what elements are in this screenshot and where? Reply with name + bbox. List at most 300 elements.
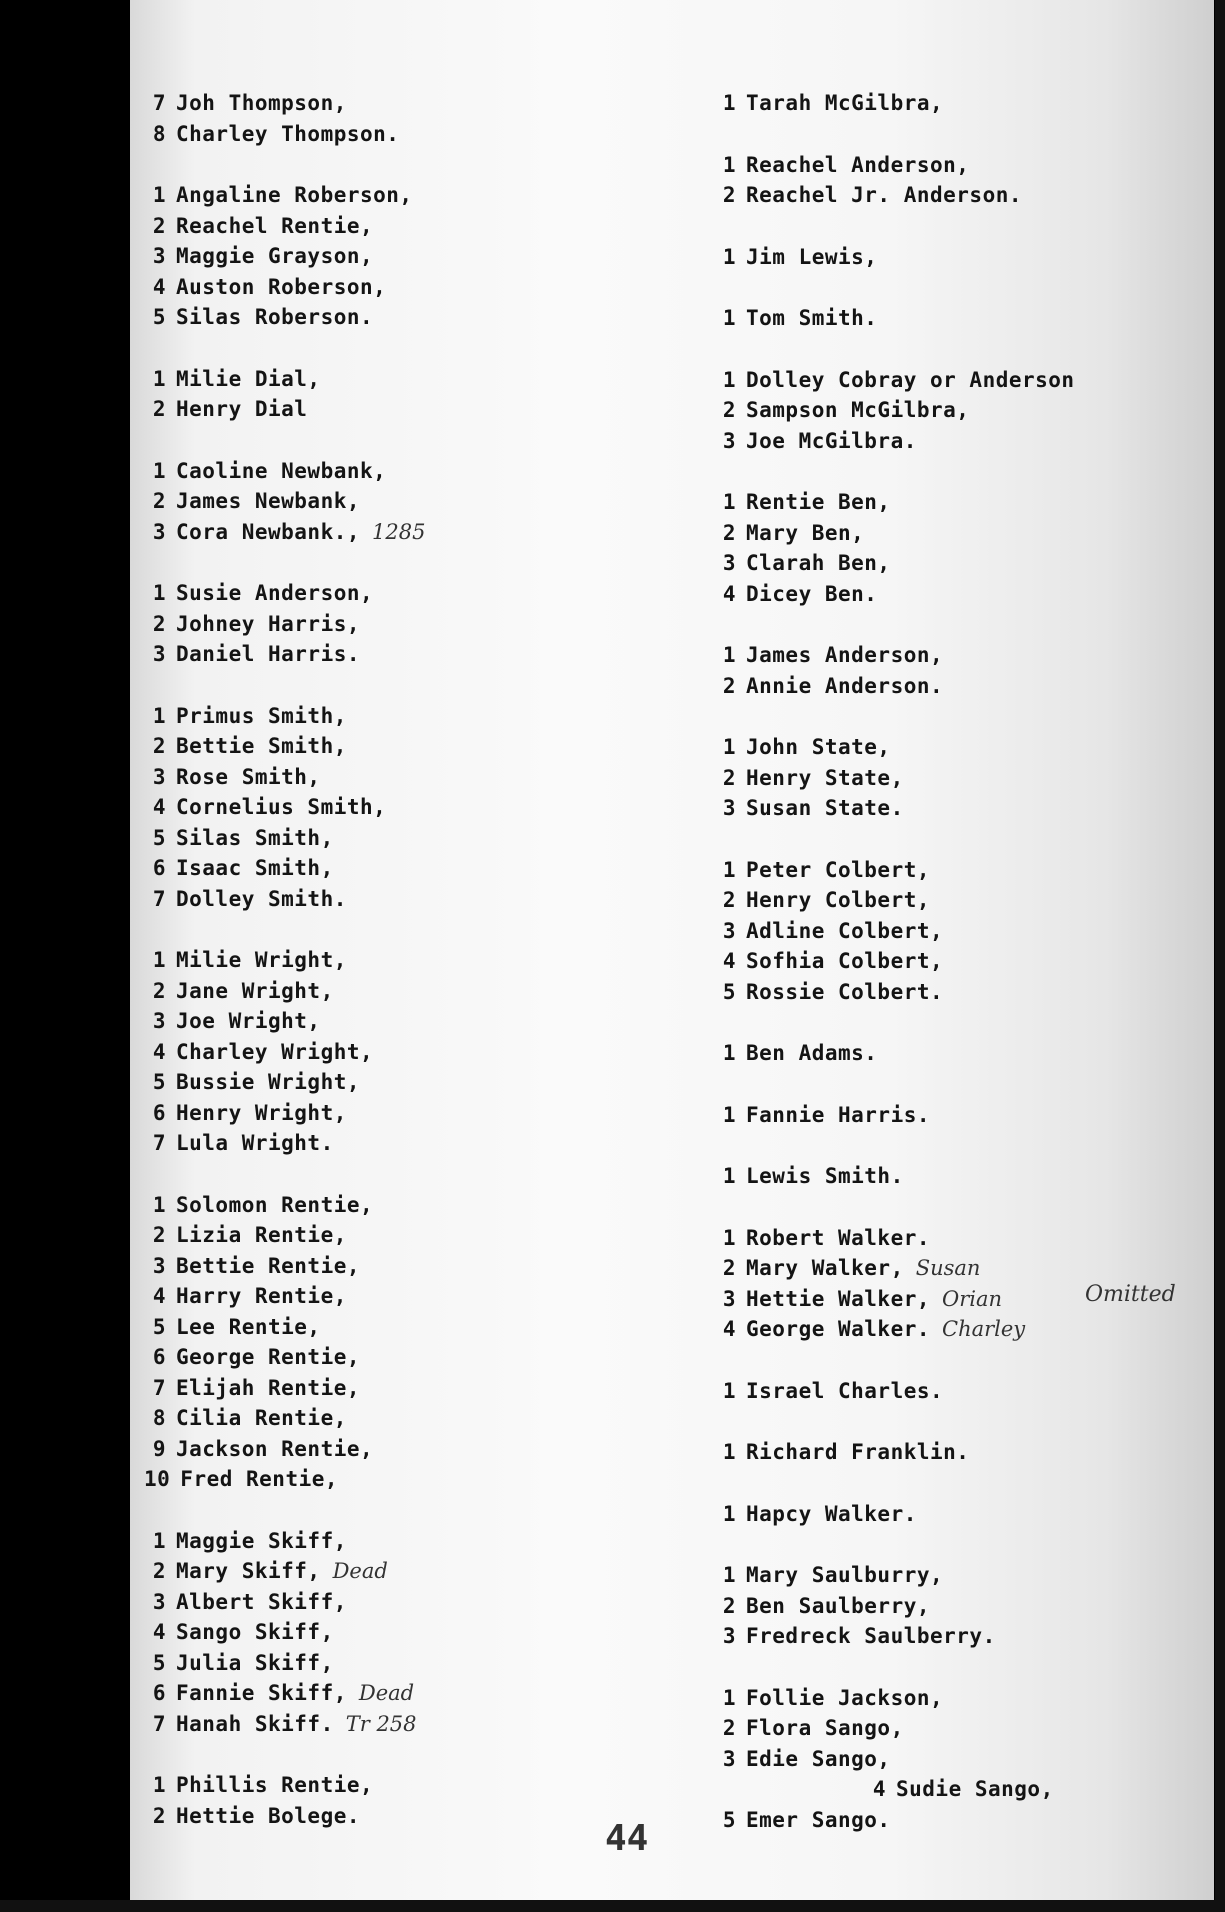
entry-name: Rentie Ben, xyxy=(746,490,891,514)
roll-entry xyxy=(144,1526,704,1557)
entry-name: Lula Wright. xyxy=(176,1131,334,1155)
entry-number: 3 xyxy=(152,519,166,544)
roll-entry xyxy=(714,1560,1214,1591)
entry-number: 1 xyxy=(722,1225,736,1250)
roll-entry xyxy=(144,1770,704,1801)
roll-entry xyxy=(714,855,1214,886)
roll-entry xyxy=(144,1709,704,1740)
entry-name: Phillis Rentie, xyxy=(176,1773,374,1797)
entry-number: 5 xyxy=(152,1650,166,1675)
roll-entry xyxy=(144,1587,704,1618)
entry-name: Mary Saulburry, xyxy=(746,1563,944,1587)
roll-entry xyxy=(144,1678,704,1709)
entry-number: 8 xyxy=(152,1406,166,1430)
entry-number: 5 xyxy=(152,1070,166,1094)
entry-name: Maggie Skiff, xyxy=(176,1528,347,1553)
roll-entry xyxy=(144,1098,704,1129)
roll-entry xyxy=(144,1281,704,1312)
entry-name: Mary Skiff, xyxy=(176,1559,321,1583)
roll-entry xyxy=(144,1067,704,1098)
family-group xyxy=(714,1683,1214,1836)
entry-number: 2 xyxy=(722,520,736,545)
handwritten-note: Susan xyxy=(915,1256,981,1280)
roll-entry xyxy=(144,180,704,211)
roll-entry xyxy=(144,976,704,1007)
roll-entry xyxy=(714,426,1214,457)
roll-entry xyxy=(714,916,1214,947)
roll-entry xyxy=(144,1434,704,1465)
entry-number: 1 xyxy=(152,1192,166,1217)
roll-entry xyxy=(144,241,704,272)
roll-entry xyxy=(144,302,704,333)
entry-name: Rossie Colbert. xyxy=(746,979,944,1004)
entry-number: 2 xyxy=(152,611,166,636)
entry-number: 1 xyxy=(152,183,166,207)
roll-entry xyxy=(144,1190,704,1221)
entry-number: 4 xyxy=(722,1317,736,1341)
entry-number: 5 xyxy=(152,825,166,850)
entry-name: Reachel Rentie, xyxy=(176,213,374,238)
entry-name: Robert Walker. xyxy=(746,1225,931,1250)
entry-number: 8 xyxy=(152,121,166,146)
handwritten-note: Dead xyxy=(358,1681,415,1705)
entry-number: 4 xyxy=(722,581,736,606)
roll-entry xyxy=(714,1314,1214,1345)
entry-name: Lewis Smith. xyxy=(746,1164,904,1188)
entry-number: 4 xyxy=(152,795,166,819)
entry-name: Caoline Newbank, xyxy=(176,458,387,483)
roll-entry xyxy=(714,579,1214,610)
entry-number: 6 xyxy=(152,1345,166,1369)
roll-entry xyxy=(144,762,704,793)
entry-number: 1 xyxy=(152,948,166,972)
entry-name: Henry Colbert, xyxy=(746,888,931,912)
entry-name: Dolley Smith. xyxy=(176,886,347,911)
entry-name: Edie Sango, xyxy=(746,1746,891,1771)
entry-number: 1 xyxy=(722,1378,736,1403)
family-group xyxy=(714,150,1214,211)
entry-name: Sampson McGilbra, xyxy=(746,398,970,422)
entry-number: 6 xyxy=(152,856,166,880)
roll-entry xyxy=(714,180,1214,211)
roll-entry xyxy=(144,119,704,150)
entry-number: 5 xyxy=(152,1314,166,1339)
entry-number: 1 xyxy=(152,458,166,483)
family-group xyxy=(714,855,1214,1008)
roll-entry xyxy=(714,487,1214,518)
entry-number: 1 xyxy=(722,1440,736,1464)
entry-name: Hettie Walker, xyxy=(746,1286,931,1311)
entry-name: Bettie Rentie, xyxy=(176,1253,361,1278)
entry-number: 3 xyxy=(722,1624,736,1648)
roll-entry xyxy=(144,1373,704,1404)
entry-name: Milie Wright, xyxy=(176,948,347,972)
roll-entry xyxy=(714,1038,1214,1069)
entry-name: Jackson Rentie, xyxy=(176,1436,374,1461)
roll-entry xyxy=(714,1376,1214,1407)
entry-number: 1 xyxy=(722,643,736,667)
entry-number: 3 xyxy=(722,1286,736,1311)
entry-name: Flora Sango, xyxy=(746,1716,904,1740)
roll-entry xyxy=(714,671,1214,702)
entry-name: Reachel Jr. Anderson. xyxy=(746,183,1023,207)
roll-entry xyxy=(144,945,704,976)
family-group xyxy=(714,487,1214,609)
entry-number: 7 xyxy=(152,1131,166,1155)
entry-name: Isaac Smith, xyxy=(176,856,334,880)
roll-entry xyxy=(144,1128,704,1159)
scan-edge-right xyxy=(1215,0,1225,1912)
entry-name: Henry State, xyxy=(746,765,904,790)
entry-name: Susan State. xyxy=(746,796,904,820)
entry-number: 3 xyxy=(152,1253,166,1278)
entry-number: 4 xyxy=(152,1039,166,1064)
entry-number: 2 xyxy=(722,398,736,422)
entry-name: Fannie Harris. xyxy=(746,1102,931,1127)
roll-entry xyxy=(714,732,1214,763)
handwritten-note: 1285 xyxy=(372,519,426,544)
roll-entry xyxy=(714,150,1214,181)
entry-number: 3 xyxy=(722,428,736,453)
entry-name: Ben Saulberry, xyxy=(746,1593,931,1618)
roll-entry xyxy=(714,640,1214,671)
entry-number: 4 xyxy=(872,1777,886,1801)
entry-number: 2 xyxy=(152,213,166,238)
entry-name: Dicey Ben. xyxy=(746,581,878,606)
family-group xyxy=(714,1499,1214,1530)
entry-name: Bussie Wright, xyxy=(176,1070,361,1094)
entry-number: 2 xyxy=(152,1223,166,1247)
entry-number: 2 xyxy=(722,673,736,698)
entry-number: 2 xyxy=(722,1593,736,1618)
entry-name: James Newbank, xyxy=(176,489,361,513)
entry-number: 2 xyxy=(722,1256,736,1280)
entry-name: Solomon Rentie, xyxy=(176,1192,374,1217)
entry-name: Israel Charles. xyxy=(746,1378,944,1403)
entry-number: 5 xyxy=(722,1807,736,1832)
entry-name: Julia Skiff, xyxy=(176,1650,334,1675)
entry-number: 1 xyxy=(722,1685,736,1710)
roll-entry xyxy=(714,395,1214,426)
entry-number: 1 xyxy=(722,91,736,115)
family-group xyxy=(144,180,704,333)
entry-name: George Walker. xyxy=(746,1317,931,1341)
roll-entry xyxy=(714,793,1214,824)
entry-name: Reachel Anderson, xyxy=(746,152,970,177)
entry-name: Emer Sango. xyxy=(746,1807,891,1832)
handwritten-note: Orian xyxy=(942,1286,1003,1311)
roll-entry xyxy=(714,518,1214,549)
entry-number: 2 xyxy=(152,734,166,758)
roll-entry xyxy=(144,456,704,487)
roll-entry xyxy=(714,1437,1214,1468)
entry-number: 4 xyxy=(722,949,736,973)
entry-name: Hapcy Walker. xyxy=(746,1501,917,1526)
roll-entry xyxy=(714,1683,1214,1714)
entry-name: Mary Ben, xyxy=(746,520,865,545)
handwritten-note: Tr 258 xyxy=(345,1711,417,1736)
entry-number: 6 xyxy=(152,1681,166,1705)
entry-number: 2 xyxy=(722,765,736,790)
entry-number: 2 xyxy=(152,1803,166,1828)
entry-name: Sofhia Colbert, xyxy=(746,949,944,973)
entry-name: Ben Adams. xyxy=(746,1041,878,1065)
roll-entry xyxy=(144,731,704,762)
entry-number: 1 xyxy=(722,735,736,759)
entry-name: Daniel Harris. xyxy=(176,642,361,666)
roll-entry xyxy=(144,486,704,517)
family-group xyxy=(144,945,704,1159)
entry-name: Cilia Rentie, xyxy=(176,1406,347,1430)
entry-name: Lizia Rentie, xyxy=(176,1223,347,1247)
family-group xyxy=(714,1100,1214,1131)
entry-number: 3 xyxy=(152,1009,166,1033)
roll-entry xyxy=(714,1499,1214,1530)
handwritten-note: Dead xyxy=(332,1559,388,1583)
entry-number: 2 xyxy=(722,1716,736,1740)
roll-entry xyxy=(714,303,1214,334)
entry-name: Fannie Skiff, xyxy=(176,1681,347,1705)
roll-entry xyxy=(144,1648,704,1679)
right-column xyxy=(714,88,1214,1866)
roll-entry xyxy=(144,1342,704,1373)
roll-entry xyxy=(144,1251,704,1282)
roll-entry xyxy=(714,1744,1214,1775)
entry-number: 4 xyxy=(152,1620,166,1644)
entry-name: Joe McGilbra. xyxy=(746,428,917,453)
entry-number: 10 xyxy=(144,1467,171,1491)
roll-entry xyxy=(714,1253,1214,1284)
family-group xyxy=(714,1376,1214,1407)
roll-entry xyxy=(144,88,704,119)
entry-number: 1 xyxy=(152,366,166,391)
entry-number: 1 xyxy=(722,1102,736,1127)
entry-number: 2 xyxy=(152,1559,166,1583)
family-group xyxy=(714,732,1214,824)
entry-number: 1 xyxy=(152,703,166,728)
entry-number: 6 xyxy=(152,1100,166,1125)
left-column xyxy=(144,88,704,1862)
family-group xyxy=(714,1038,1214,1069)
scan-edge-bottom xyxy=(0,1900,1225,1912)
roll-entry xyxy=(144,1037,704,1068)
entry-number: 1 xyxy=(722,490,736,514)
roll-entry xyxy=(144,609,704,640)
roll-entry xyxy=(714,88,1214,119)
entry-name: Charley Thompson. xyxy=(176,121,400,146)
entry-number: 1 xyxy=(722,367,736,392)
roll-entry xyxy=(144,1464,704,1495)
entry-number: 7 xyxy=(152,91,166,115)
roll-entry xyxy=(144,394,704,425)
entry-number: 3 xyxy=(152,244,166,268)
entry-name: Joe Wright, xyxy=(176,1009,321,1033)
roll-entry xyxy=(144,1006,704,1037)
entry-number: 3 xyxy=(722,918,736,943)
handwritten-note: Charley xyxy=(942,1317,1026,1341)
entry-number: 1 xyxy=(722,857,736,882)
entry-number: 3 xyxy=(722,796,736,820)
entry-name: Hanah Skiff. xyxy=(176,1711,334,1736)
family-group xyxy=(714,88,1214,119)
margin-note-omitted: Omitted xyxy=(1085,1282,1176,1307)
entry-name: Peter Colbert, xyxy=(746,857,931,882)
entry-name: Henry Wright, xyxy=(176,1100,347,1125)
entry-number: 1 xyxy=(722,152,736,177)
entry-number: 2 xyxy=(152,397,166,421)
family-group xyxy=(144,364,704,425)
entry-name: Maggie Grayson, xyxy=(176,244,374,268)
roll-entry xyxy=(144,578,704,609)
entry-name: Fredreck Saulberry. xyxy=(746,1624,996,1648)
entry-number: 3 xyxy=(722,1746,736,1771)
family-group xyxy=(714,640,1214,701)
entry-name: Adline Colbert, xyxy=(746,918,944,943)
roll-entry xyxy=(144,517,704,548)
entry-number: 2 xyxy=(722,183,736,207)
entry-name: Cornelius Smith, xyxy=(176,795,387,819)
family-group xyxy=(144,1526,704,1740)
entry-number: 1 xyxy=(722,1563,736,1587)
entry-name: James Anderson, xyxy=(746,643,944,667)
document-page xyxy=(130,0,1214,1900)
entry-number: 7 xyxy=(152,886,166,911)
entry-name: George Rentie, xyxy=(176,1345,361,1369)
entry-name: Harry Rentie, xyxy=(176,1284,347,1308)
entry-name: Joh Thompson, xyxy=(176,91,347,115)
entry-name: Annie Anderson. xyxy=(746,673,944,698)
roll-entry xyxy=(714,1223,1214,1254)
roll-entry xyxy=(144,272,704,303)
entry-name: Tom Smith. xyxy=(746,306,878,330)
entry-name: Fred Rentie, xyxy=(180,1467,339,1491)
family-group xyxy=(714,365,1214,457)
entry-number: 2 xyxy=(722,888,736,912)
roll-entry xyxy=(714,1591,1214,1622)
entry-name: Lee Rentie, xyxy=(176,1314,321,1339)
entry-number: 1 xyxy=(722,306,736,330)
roll-entry xyxy=(144,853,704,884)
roll-entry xyxy=(714,946,1214,977)
entry-name: Angaline Roberson, xyxy=(176,183,413,207)
roll-entry xyxy=(144,1403,704,1434)
roll-entry xyxy=(714,1100,1214,1131)
page-number: 44 xyxy=(605,1818,649,1859)
roll-entry xyxy=(714,1713,1214,1744)
entry-name: Silas Smith, xyxy=(176,825,334,850)
roll-entry xyxy=(144,1220,704,1251)
entry-number: 1 xyxy=(722,1041,736,1065)
family-group xyxy=(714,1437,1214,1468)
family-group xyxy=(714,1161,1214,1192)
entry-number: 1 xyxy=(152,581,166,605)
entry-number: 5 xyxy=(152,305,166,329)
entry-number: 4 xyxy=(152,1284,166,1308)
family-group xyxy=(144,456,704,548)
family-group xyxy=(144,701,704,915)
roll-entry xyxy=(144,364,704,395)
entry-name: Sango Skiff, xyxy=(176,1620,334,1644)
entry-name: Hettie Bolege. xyxy=(176,1803,361,1828)
family-group xyxy=(144,578,704,670)
roll-entry xyxy=(714,1805,1214,1836)
roll-entry xyxy=(144,639,704,670)
roll-entry xyxy=(144,1312,704,1343)
entry-name: Bettie Smith, xyxy=(176,734,347,758)
roll-entry xyxy=(144,701,704,732)
roll-entry xyxy=(714,885,1214,916)
entry-name: Milie Dial, xyxy=(176,366,321,391)
roll-entry xyxy=(144,884,704,915)
entry-name: Sudie Sango, xyxy=(896,1777,1054,1801)
roll-entry xyxy=(714,1621,1214,1652)
roll-entry xyxy=(714,1161,1214,1192)
family-group xyxy=(714,1560,1214,1652)
entry-number: 9 xyxy=(152,1436,166,1461)
roll-entry xyxy=(144,792,704,823)
entry-name: Richard Franklin. xyxy=(746,1440,970,1464)
entry-name: Jane Wright, xyxy=(176,978,334,1003)
entry-number: 4 xyxy=(152,274,166,299)
roll-entry xyxy=(714,548,1214,579)
entry-number: 1 xyxy=(722,1501,736,1526)
roll-entry xyxy=(714,977,1214,1008)
entry-number: 1 xyxy=(152,1528,166,1553)
entry-name: Primus Smith, xyxy=(176,703,347,728)
entry-name: Susie Anderson, xyxy=(176,581,374,605)
roll-entry xyxy=(144,823,704,854)
roll-entry xyxy=(144,1556,704,1587)
entry-number: 3 xyxy=(722,551,736,575)
family-group xyxy=(144,88,704,149)
family-group xyxy=(714,242,1214,273)
roll-entry xyxy=(714,1774,1214,1805)
entry-name: John State, xyxy=(746,735,891,759)
entry-name: Elijah Rentie, xyxy=(176,1375,361,1400)
entry-name: Auston Roberson, xyxy=(176,274,387,299)
roll-entry xyxy=(144,211,704,242)
entry-name: Jim Lewis, xyxy=(746,244,878,269)
entry-name: Rose Smith, xyxy=(176,764,321,789)
entry-number: 1 xyxy=(722,1164,736,1188)
entry-number: 3 xyxy=(152,1589,166,1614)
entry-number: 2 xyxy=(152,489,166,513)
entry-name: Tarah McGilbra, xyxy=(746,91,944,115)
entry-number: 2 xyxy=(152,978,166,1003)
entry-number: 3 xyxy=(152,764,166,789)
entry-name: Clarah Ben, xyxy=(746,551,891,575)
entry-name: Mary Walker, xyxy=(746,1256,904,1280)
entry-number: 7 xyxy=(152,1375,166,1400)
family-group xyxy=(714,303,1214,334)
entry-number: 3 xyxy=(152,642,166,666)
family-group xyxy=(144,1190,704,1495)
entry-number: 1 xyxy=(152,1773,166,1797)
entry-name: Johney Harris, xyxy=(176,611,361,636)
entry-name: Follie Jackson, xyxy=(746,1685,944,1710)
entry-name: Charley Wright, xyxy=(176,1039,374,1064)
entry-number: 7 xyxy=(152,1711,166,1736)
entry-name: Albert Skiff, xyxy=(176,1589,347,1614)
roll-entry xyxy=(144,1617,704,1648)
entry-number: 5 xyxy=(722,979,736,1004)
entry-number: 1 xyxy=(722,244,736,269)
entry-name: Dolley Cobray or Anderson xyxy=(746,367,1075,392)
entry-name: Silas Roberson. xyxy=(176,305,374,329)
roll-entry xyxy=(714,365,1214,396)
roll-entry xyxy=(714,242,1214,273)
entry-name: Cora Newbank., xyxy=(176,519,361,544)
